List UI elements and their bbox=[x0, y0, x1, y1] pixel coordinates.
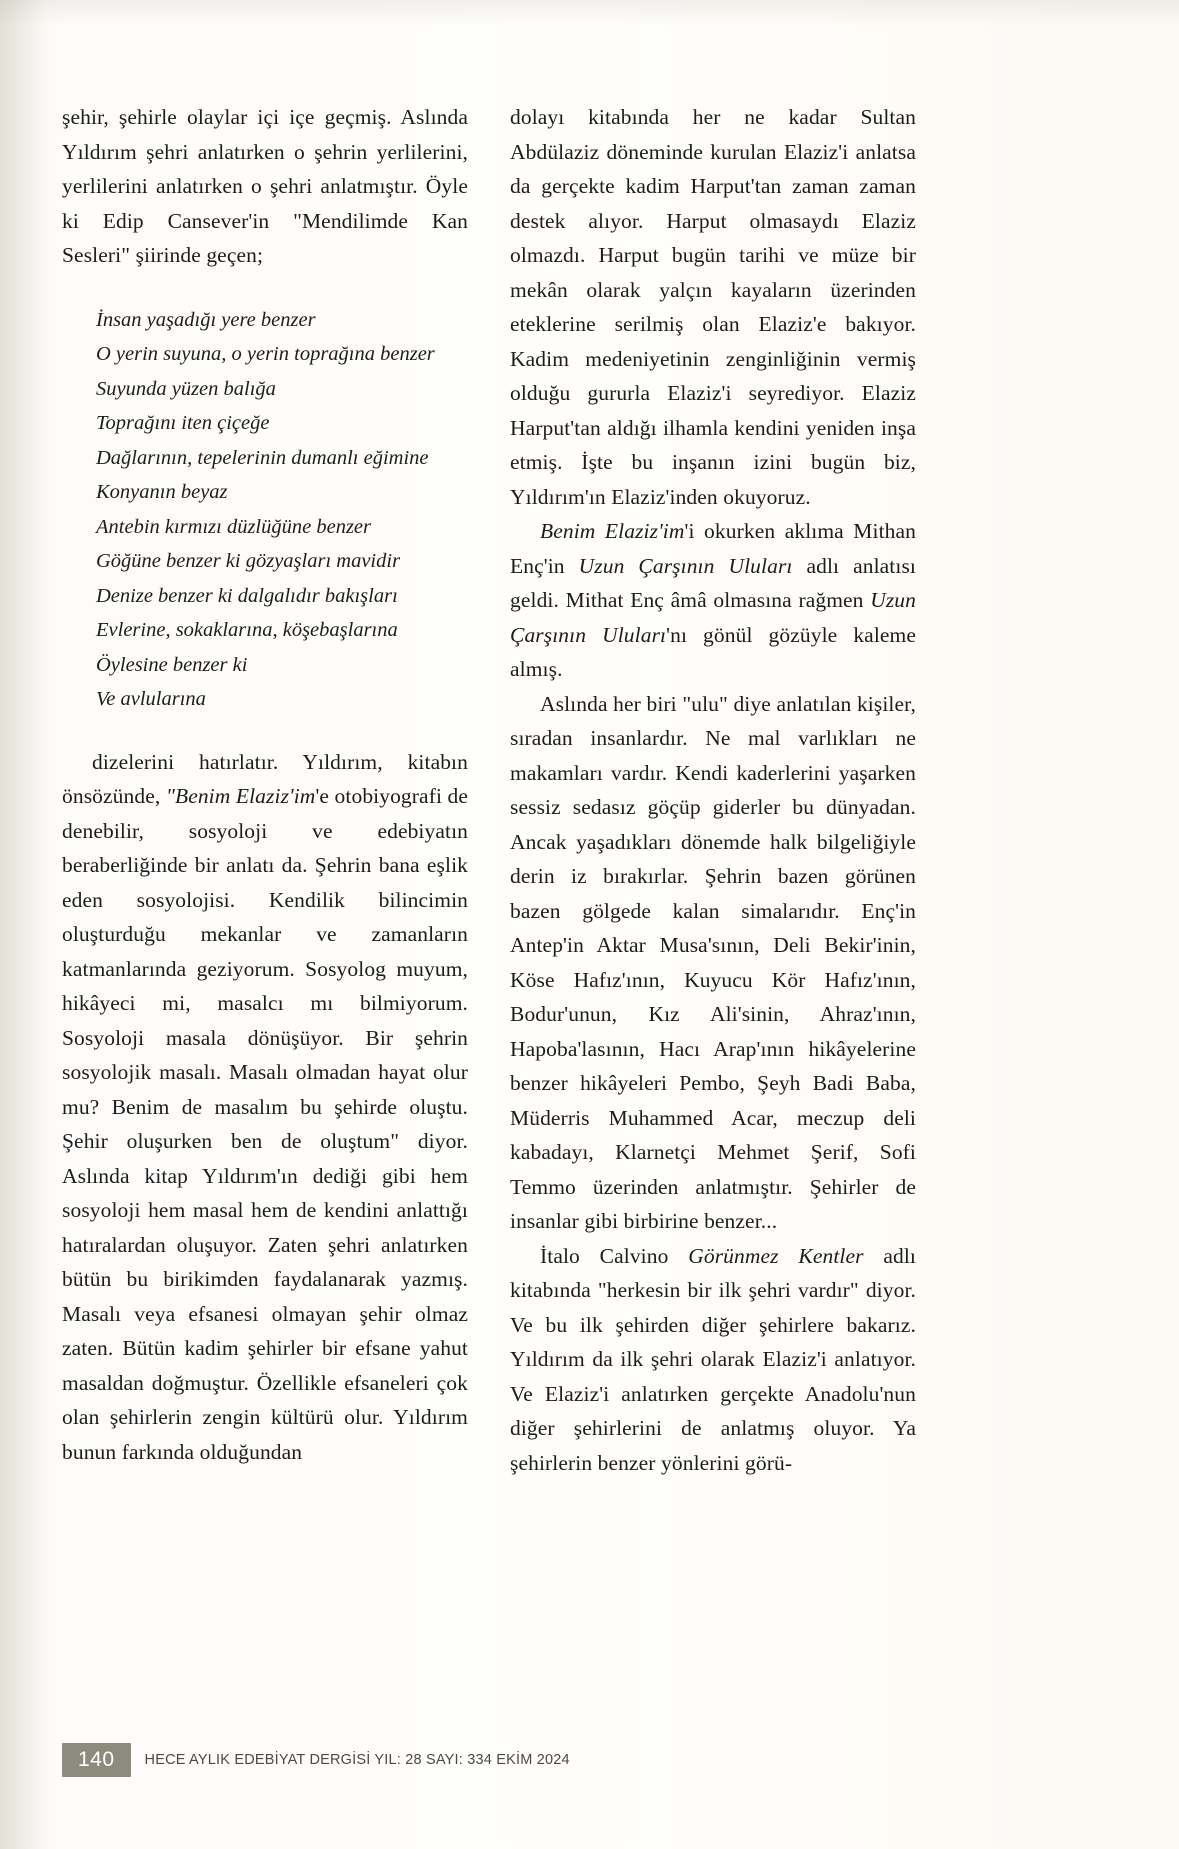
left-paragraph-2-part2: 'e otobiyografi de denebilir, sosyoloji ve edebiyatın beraberliğinde bir anlatı da. Şehrin bana eşlik eden sosyolojisi. Kendilik bilincimin oluşturduğu mekanlar ve zamanların katmanlarında geziyorum. Sosyolog muyum, hikâyeci mi, masalcı mı bilmiyorum. Sosyoloji masala dönüşüyor. Bir şehrin sosyolojik masalı. Masalı olmadan hayat olur mu? Benim de masalım bu şehirde oluştu. Şehir oluşurken ben de oluştum" diyor. Aslında kitap Yıldırım'ın dediği gibi hem sosyoloji hem masal hem de kendini anlattığı hatıralardan oluşuyor. Zaten şehri anlatırken bütün bu birikimden faydalanarak yazmış. Masalı veya efsanesi olmayan şehir olmaz zaten. Bütün kadim şehirler bir efsane yahut masaldan doğmuştur. Özellikle efsaneleri çok olan şehirlerin zengin kültürü olur. Yıldırım bunun farkında olduğundan bbox=[62, 784, 469, 1464]
poem-line: Öylesine benzer ki bbox=[96, 653, 248, 676]
right-column bbox=[510, 100, 916, 1480]
book-title-benim-elazizim-2: Benim Elaziz'im bbox=[540, 519, 685, 543]
right-paragraph-2-b: 'i okurken aklıma Mithan Enç'in bbox=[510, 519, 917, 578]
right-paragraph-2 bbox=[510, 514, 916, 687]
right-paragraph-1: dolayı kitabında her ne kadar Sultan Abdülaziz döneminde kurulan Elaziz'i anlatsa da gerçekte kadim Harput'tan zaman zaman destek alıyor. Harput olmasaydı Elaziz olmazdı. Harput bugün tarihi ve müze bir mekân olarak yalçın kayaların üzerinden eteklerine serilmiş olan Elaziz'e bakıyor. Kadim medeniyetinin zenginliğinin vermiş olduğu gururla Elaziz'i seyrediyor. Elaziz Harput'tan aldığı ilhamla kendini yeniden inşa etmiş. İşte bu inşanın izini bugün biz, Yıldırım'ın Elaziz'inden okuyoruz. bbox=[510, 105, 916, 509]
poem-block bbox=[96, 303, 468, 717]
two-column-layout bbox=[62, 100, 1117, 1480]
right-paragraph-2-d: adlı anlatısı geldi. Mithat Enç âmâ olmasına rağmen bbox=[510, 553, 916, 612]
left-paragraph-2 bbox=[62, 745, 468, 1470]
poem-line: Antebin kırmızı düzlüğüne benzer bbox=[96, 515, 372, 538]
page-left-edge-shading bbox=[0, 0, 46, 1849]
page-top-edge-shading bbox=[0, 0, 1179, 26]
poem-line: Göğüne benzer ki gözyaşları mavidir bbox=[96, 550, 401, 572]
poem-line: Suyunda yüzen balığa bbox=[96, 377, 276, 400]
right-paragraph-4-a: İtalo Calvino bbox=[540, 1243, 689, 1268]
poem-line: O yerin suyuna, o yerin toprağına benzer bbox=[96, 343, 435, 365]
page-footer bbox=[62, 1743, 570, 1777]
book-title-gorunmez-kentler: Görünmez Kentler bbox=[688, 1243, 864, 1268]
poem-line: Denize benzer ki dalgalıdır bakışları bbox=[96, 584, 398, 607]
left-paragraph-1: şehir, şehirle olaylar içi içe geçmiş. Aslında Yıldırım şehri anlatırken o şehrin yerlilerini, yerlilerini anlatırken o şehri anlatmıştır. Öyle ki Edip Cansever'in "Mendilimde Kan Sesleri" şiirinde geçen; bbox=[62, 105, 468, 267]
page-number-badge: 140 bbox=[62, 1743, 131, 1777]
publication-info: HECE AYLIK EDEBİYAT DERGİSİ YIL: 28 SAYI: 334 EKİM 2024 bbox=[144, 1752, 570, 1768]
page-content bbox=[62, 100, 1117, 1660]
right-paragraph-3: Aslında her biri "ulu" diye anlatılan kişiler, sıradan insanlardır. Ne mal varlıkları ne makamları vardır. Kendi kaderlerini yaşarken sessiz sedasız göçüp giderler bu dünyadan. Ancak yaşadıkları dönemde halk bilgeliğiyle derin iz bırakırlar. Şehrin bazen görünen bazen gölgede kalan simalarıdır. Enç'in Antep'in Aktar Musa'sının, Deli Bekir'inin, Köse Hafız'ının, Kuyucu Kör Hafız'ının, Bodur'unun, Kız Ali'sinin, Ahraz'ının, Hapoba'lasının, Hacı Arap'ının hikâyelerine benzer hikâyeleri Pembo, Şeyh Badi Baba, Müderris Muhammed Acar, meczup deli kabadayı, Klarnetçi Mehmet Şerif, Sofi Temmo üzerinden anlatmıştır. Şehirler de insanlar gibi birbirine benzer... bbox=[510, 691, 916, 1233]
poem-line: Konyanın beyaz bbox=[96, 481, 228, 503]
poem-line: Evlerine, sokaklarına, köşebaşlarına bbox=[96, 619, 398, 641]
book-title-uzun-carsinin-ululari-2: Uzun Çarşının Uluları bbox=[510, 588, 916, 647]
poem-line: Toprağını iten çiçeğe bbox=[96, 412, 270, 434]
book-title-benim-elazizim: "Benim Elaziz'im bbox=[165, 784, 316, 808]
right-paragraph-2-f: 'nı gönül gözüyle kaleme almış. bbox=[510, 622, 917, 681]
book-title-uzun-carsinin-ululari: Uzun Çarşının Uluları bbox=[578, 553, 793, 578]
right-paragraph-4 bbox=[510, 1239, 916, 1481]
right-paragraph-4-c: adlı kitabında "herkesin bir ilk şehri vardır" diyor. Ve bu ilk şehirden diğer şehirlere bakarız. Yıldırım da ilk şehri olarak Elaziz'i anlatıyor. Ve Elaziz'i anlatırken gerçekte Anadolu'nun diğer şehirlerini de anlatmış oluyor. Ya şehirlerin benzer yönlerini görü- bbox=[510, 1243, 916, 1475]
poem-line: Dağlarının, tepelerinin dumanlı eğimine bbox=[96, 446, 429, 469]
poem-line: İnsan yaşadığı yere benzer bbox=[96, 308, 316, 331]
poem-line: Ve avlularına bbox=[96, 688, 206, 710]
left-column bbox=[62, 100, 468, 1480]
left-paragraph-2-part1: dizelerini hatırlatır. Yıldırım, kitabın önsözünde, bbox=[62, 749, 468, 808]
